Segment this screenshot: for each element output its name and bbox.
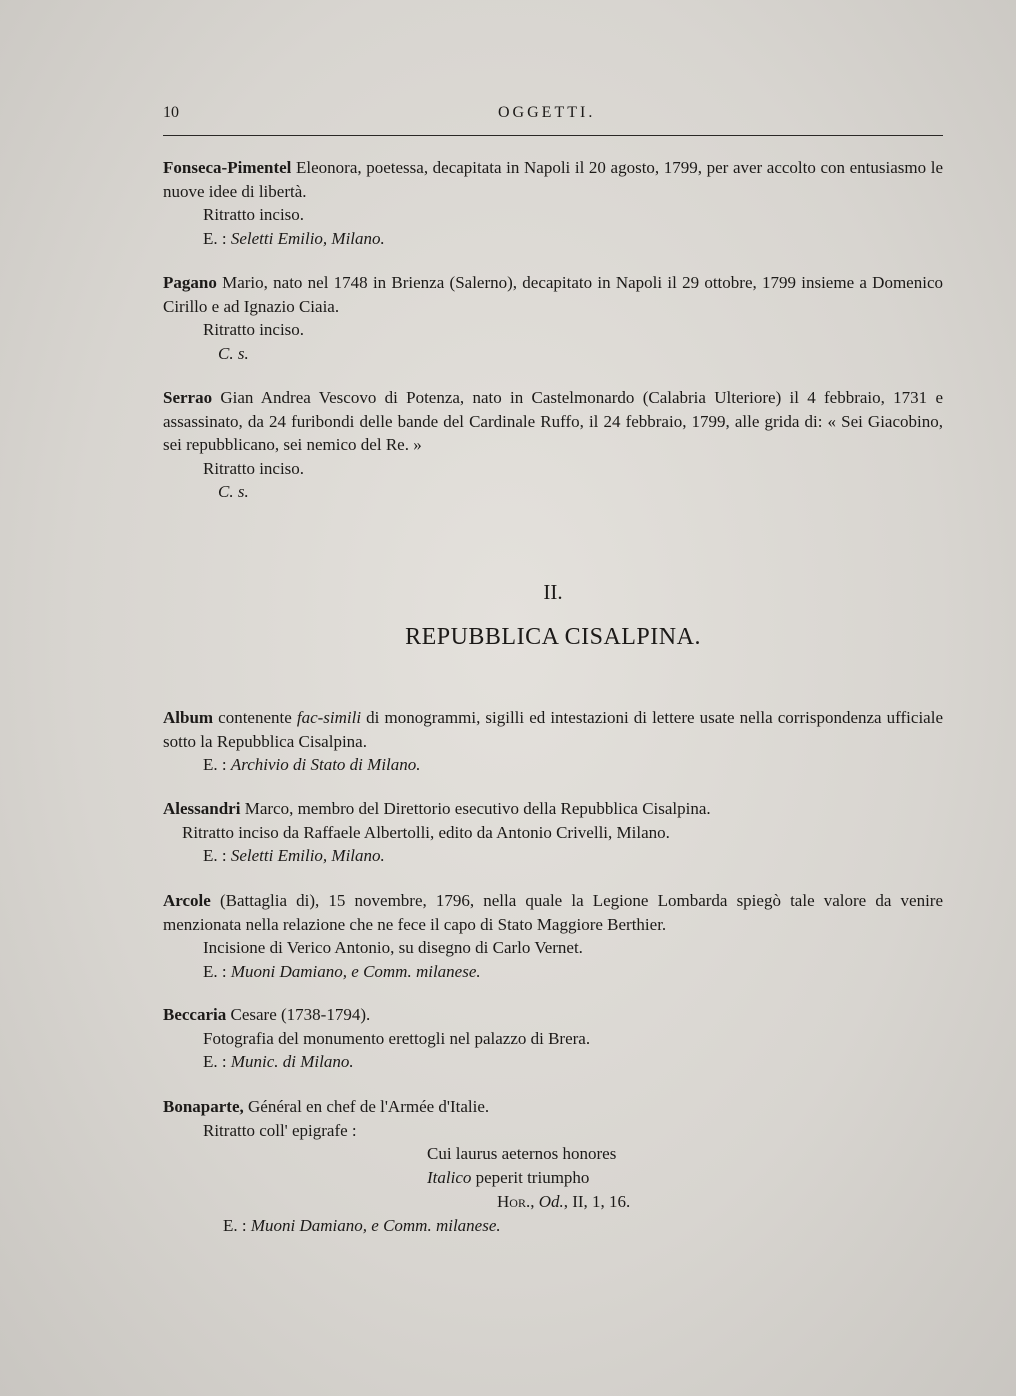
entry-name: Alessandri	[163, 799, 241, 818]
entry-name: Beccaria	[163, 1005, 227, 1024]
running-title: OGGETTI.	[498, 104, 596, 121]
entry-album	[163, 706, 943, 777]
entry-text: Fonseca-Pimentel Eleonora, poetessa, decapitata in Napoli il 20 agosto, 1799, per aver accolto con entusiasmo le nuove idee di libertà.	[163, 158, 943, 201]
entry-fonseca-pimentel	[163, 156, 943, 250]
entry-note: Fotografia del monumento erettogli nel palazzo di Brera.	[203, 1028, 591, 1048]
entry-name: Arcole	[163, 891, 211, 910]
entry-bonaparte	[163, 1095, 943, 1142]
entry-source: E. : Seletti Emilio, Milano.	[203, 846, 385, 865]
entry-name: Pagano	[163, 273, 217, 292]
page-header	[163, 104, 943, 128]
entry-text: Arcole (Battaglia di), 15 novembre, 1796, nella quale la Legione Lombarda spiegò tale valore da venire menzionata nella relazione che ne fece il capo di Stato Maggiore Berthier.	[163, 891, 943, 934]
entry-source: E. : Archivio di Stato di Milano.	[203, 755, 421, 774]
entry-name: Album	[163, 708, 214, 727]
entry-text: Alessandri Marco, membro del Direttorio esecutivo della Repubblica Cisalpina.	[163, 799, 711, 818]
epigraph-citation: Hor., Od., II, 1, 16.	[497, 1192, 631, 1211]
entry-source: E. : Munic. di Milano.	[203, 1052, 354, 1071]
entry-arcole	[163, 889, 943, 983]
section-number: II.	[543, 580, 563, 604]
entry-text: Bonaparte, Général en chef de l'Armée d'Italie.	[163, 1097, 490, 1116]
epigraph-line-1: Cui laurus aeternos honores	[427, 1144, 617, 1163]
header-rule	[163, 135, 943, 136]
entry-note: Ritratto inciso.	[203, 320, 305, 339]
entry-note: Ritratto coll' epigrafe :	[203, 1120, 357, 1140]
entry-text: Album contenente fac-simili di monogrammi, sigilli ed intestazioni di lettere usate nella corrispondenza ufficiale sotto la Repubblica Cisalpina.	[163, 708, 943, 751]
entry-alessandri	[163, 797, 943, 868]
entry-serrao	[163, 386, 943, 504]
entry-note: Incisione di Verico Antonio, su disegno di Carlo Vernet.	[203, 938, 583, 957]
entry-source: C. s.	[218, 343, 249, 363]
entry-source: E. : Seletti Emilio, Milano.	[203, 228, 385, 248]
epigraph-line-2: Italico peperit triumpho	[427, 1168, 590, 1187]
section-title: REPUBBLICA CISALPINA.	[405, 624, 701, 650]
entry-note: Ritratto inciso da Raffaele Albertolli, edito da Antonio Crivelli, Milano.	[182, 822, 670, 842]
entry-note: Ritratto inciso.	[203, 205, 305, 224]
entry-source: C. s.	[218, 482, 249, 501]
entry-name: Fonseca-Pimentel	[163, 158, 292, 177]
entry-pagano	[163, 271, 943, 365]
entry-source: E. : Muoni Damiano, e Comm. milanese.	[203, 961, 481, 981]
page-number: 10	[163, 104, 179, 121]
entry-text: Pagano Mario, nato nel 1748 in Brienza (Salerno), decapitato in Napoli il 29 ottobre, 1799 insieme a Domenico Cirillo e ad Ignazio Ciaia.	[163, 273, 943, 316]
entry-source: E. : Muoni Damiano, e Comm. milanese.	[223, 1216, 501, 1235]
entry-text: Beccaria Cesare (1738-1794).	[163, 1005, 371, 1024]
entry-name: Serrao	[163, 388, 213, 407]
entry-note: Ritratto inciso.	[203, 458, 305, 478]
entry-beccaria	[163, 1003, 943, 1074]
entry-text: Serrao Gian Andrea Vescovo di Potenza, nato in Castelmonardo (Calabria Ulteriore) il 4 febbraio, 1731 e assassinato, da 24 furibondi delle bande del Cardinale Ruffo, il 24 febbraio, 1799, alle grida di: « Sei Giacobino, sei repubblicano, sei nemico del Re. »	[163, 388, 943, 454]
entry-name: Bonaparte,	[163, 1097, 244, 1116]
